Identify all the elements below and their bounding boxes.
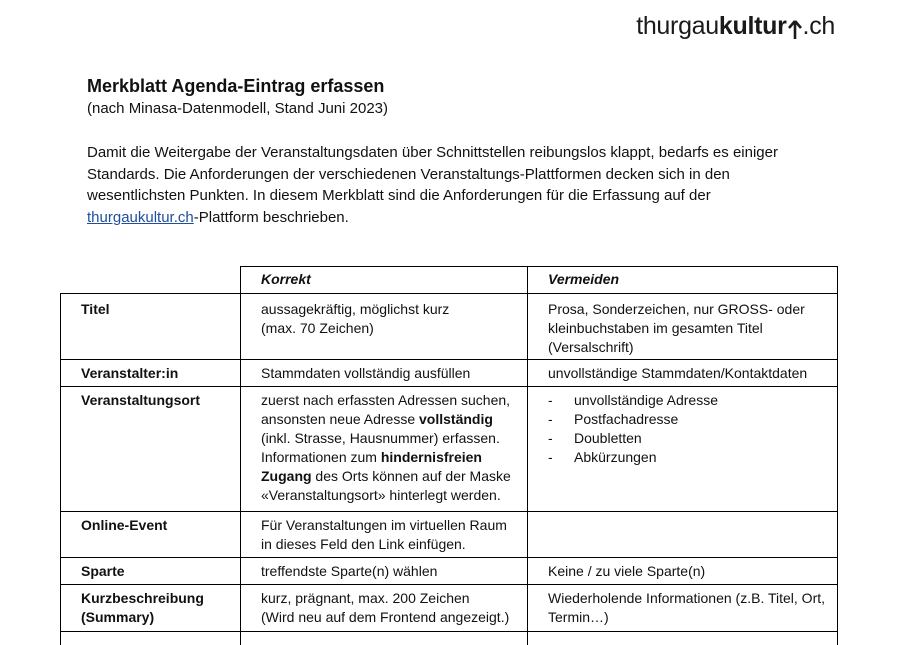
cell-avoid: Prosa, Sonderzeichen, nur GROSS- oder kleinbuchstaben im gesamten Titel (Versalschrift) — [528, 294, 838, 360]
intro-text: Damit die Weitergabe der Veranstaltungsdaten über Schnittstellen reibungslos klappt, bedarfs es einiger Standards. Die Anforderungen der verschiedenen Veranstaltungs-Plattformen decken sich in den wesentlichsten Punkten. In diesem Merkblatt sind die Anforderungen für die Erfassung auf der — [87, 144, 778, 204]
logo-text-thurgau: thurgau — [636, 12, 719, 40]
cell-avoid: Keine / zu viele Sparte(n) — [528, 558, 838, 585]
table-row — [61, 387, 838, 512]
thurgaukultur-link[interactable]: thurgaukultur.ch — [87, 209, 194, 226]
table-row — [61, 558, 838, 585]
table-row — [61, 360, 838, 387]
intro-paragraph — [87, 142, 817, 228]
cell-empty — [528, 632, 838, 645]
cell-avoid — [528, 387, 838, 512]
cell-correct — [241, 585, 528, 632]
label-text: Kurzbeschreibung — [81, 589, 234, 608]
header-avoid: Vermeiden — [528, 267, 838, 294]
cell-text: des Orts können auf der Maske «Veranstaltungsort» hinterlegt werden. — [261, 468, 511, 503]
row-label-titel: Titel — [61, 294, 241, 360]
cell-correct — [241, 294, 528, 360]
list-item: - Abkürzungen — [548, 448, 831, 467]
table-row — [61, 294, 838, 360]
row-label-veranstaltungsort: Veranstaltungsort — [61, 387, 241, 512]
row-label-veranstalter: Veranstalter:in — [61, 360, 241, 387]
cell-empty — [61, 632, 241, 645]
logo-text-ch: .ch — [803, 12, 835, 40]
cell-text: kurz, prägnant, max. 200 Zeichen — [261, 589, 521, 608]
avoid-list — [548, 391, 831, 467]
list-item: - Doubletten — [548, 429, 831, 448]
cell-text: aussagekräftig, möglichst kurz — [261, 300, 521, 319]
header-correct: Korrekt — [241, 267, 528, 294]
header-empty-cell — [61, 267, 241, 294]
table-row — [61, 512, 838, 558]
cell-avoid: unvollständige Stammdaten/Kontaktdaten — [528, 360, 838, 387]
requirements-table — [60, 266, 838, 645]
cell-text-bold: hindernisfreien Zugang — [261, 449, 482, 484]
cell-avoid — [528, 512, 838, 558]
cell-correct: Stammdaten vollständig ausfüllen — [241, 360, 528, 387]
up-arrow-icon — [788, 18, 802, 40]
thurgaukultur-logo — [636, 12, 835, 41]
cell-text: (max. 70 Zeichen) — [261, 319, 521, 338]
cell-text-bold: vollständig — [419, 411, 493, 427]
table-row — [61, 585, 838, 632]
cell-correct: Für Veranstaltungen im virtuellen Raum in dieses Feld den Link einfügen. — [241, 512, 528, 558]
list-item: - Postfachadresse — [548, 410, 831, 429]
cell-empty — [241, 632, 528, 645]
list-item: - unvollständige Adresse — [548, 391, 831, 410]
label-text: (Summary) — [81, 608, 234, 627]
table-row — [61, 632, 838, 645]
cell-correct — [241, 387, 528, 512]
intro-text-end: -Plattform beschrieben. — [194, 209, 349, 226]
row-label-sparte: Sparte — [61, 558, 241, 585]
row-label-kurzbeschreibung — [61, 585, 241, 632]
document-title: Merkblatt Agenda-Eintrag erfassen — [87, 76, 384, 97]
row-label-online-event: Online-Event — [61, 512, 241, 558]
cell-avoid: Wiederholende Informationen (z.B. Titel, Ort, Termin…) — [528, 585, 838, 632]
table-header-row — [61, 267, 838, 294]
cell-text: zuerst nach erfassten Adressen suchen, ansonsten neue Adresse — [261, 392, 510, 427]
cell-correct: treffendste Sparte(n) wählen — [241, 558, 528, 585]
logo-text-kultur: kultur — [719, 12, 787, 40]
cell-text: (Wird neu auf dem Frontend angezeigt.) — [261, 608, 521, 627]
cell-text: (inkl. Strasse, Hausnummer) erfassen. Informationen zum — [261, 430, 500, 465]
document-subtitle: (nach Minasa-Datenmodell, Stand Juni 2023) — [87, 100, 388, 117]
